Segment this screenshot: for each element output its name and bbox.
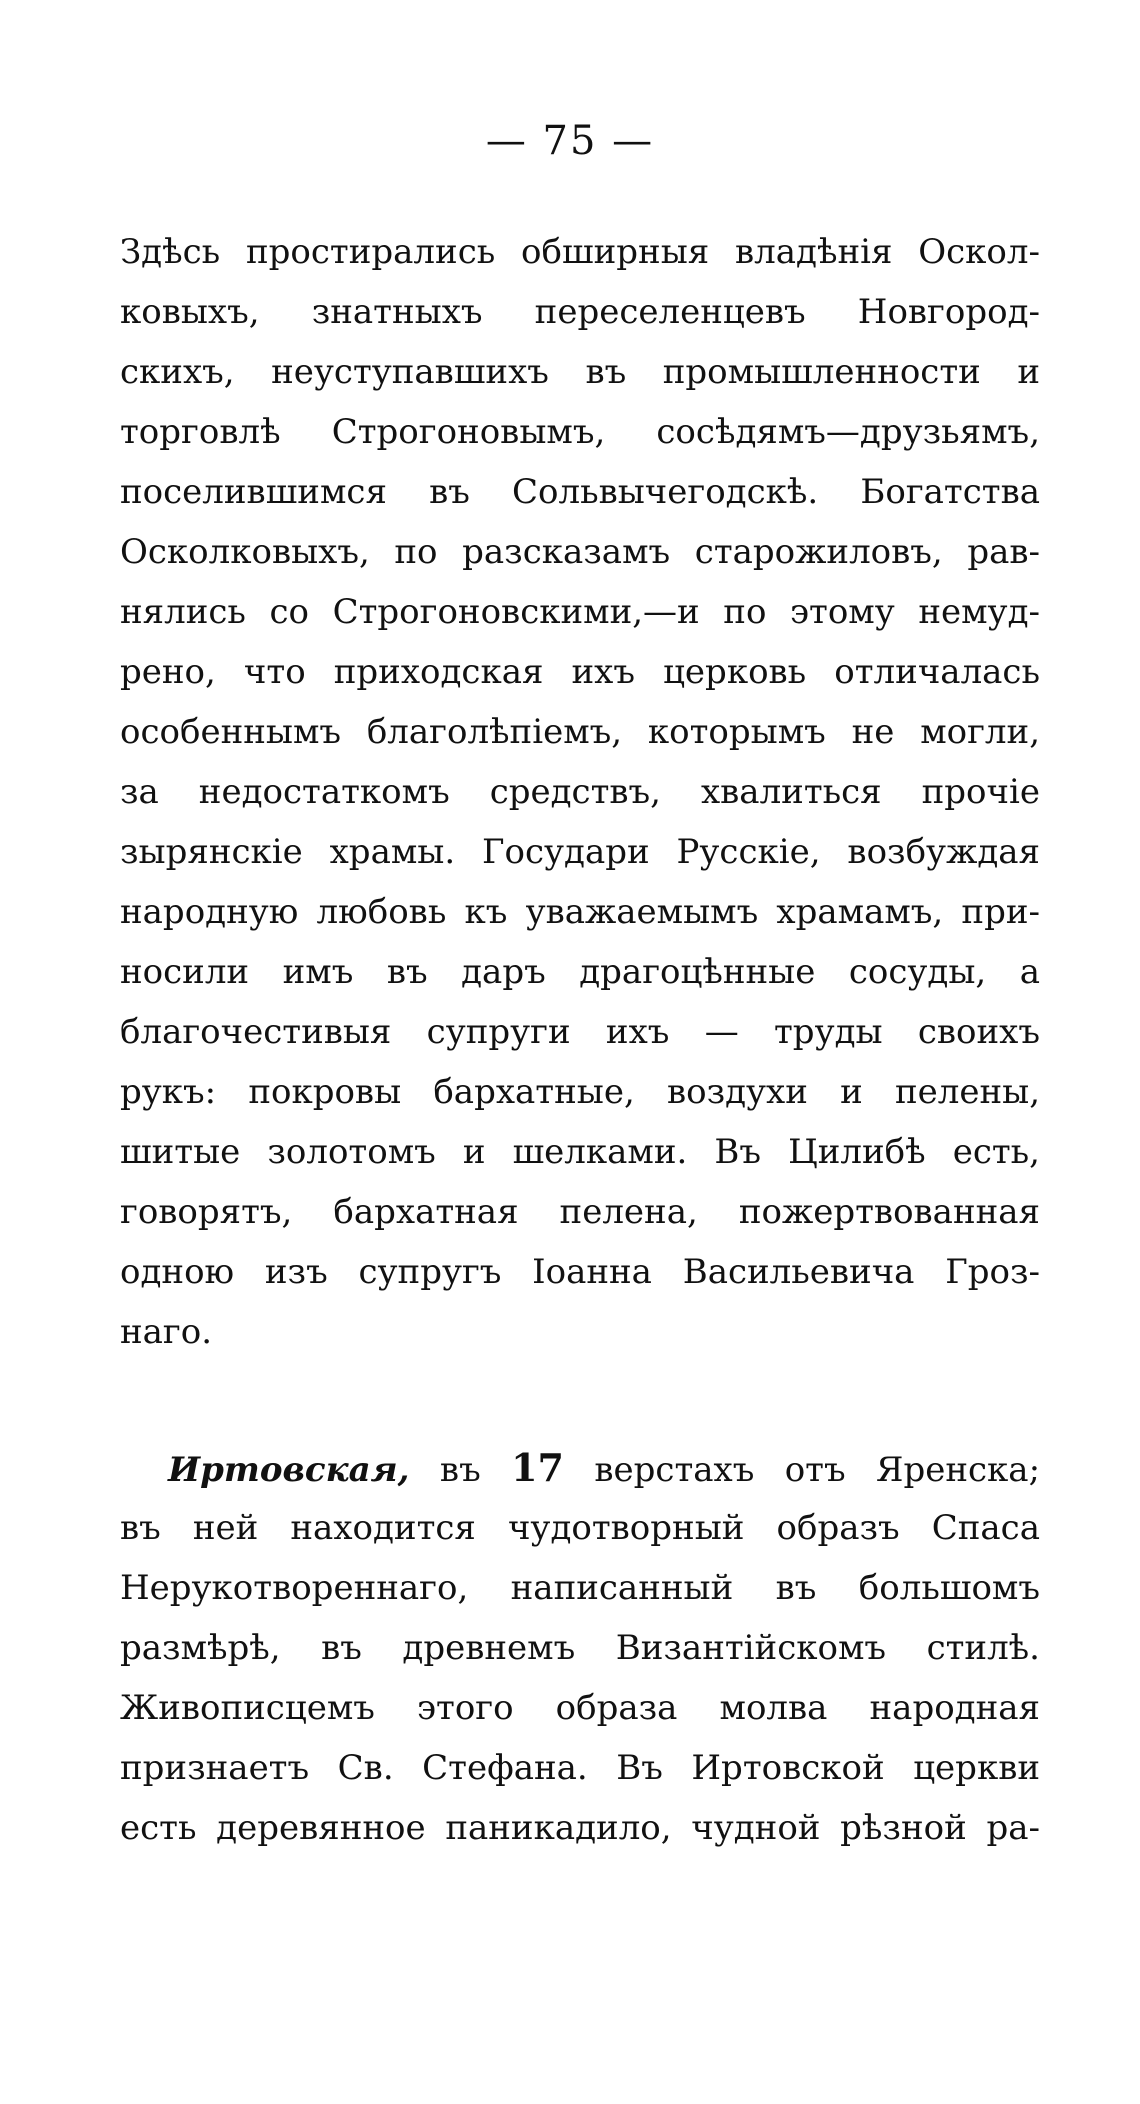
distance-number: 17 [511,1445,564,1490]
text-line-first [120,1438,1040,1498]
text-line: рукъ: покровы бархатные, воздухи и пелены, [120,1072,1040,1112]
text-line: Живописцемъ этого образа молва народная [120,1688,1040,1728]
text-line: нялись со Строгоновскими,—и по этому немуд- [120,592,1040,632]
text-line: Осколковыхъ, по разсказамъ старожиловъ, рав- [120,532,1040,572]
text-fragment: въ [439,1450,481,1490]
text-line: Здѣсь простирались обширныя владѣнія Оскол- [120,232,1040,272]
text-line: размѣрѣ, въ древнемъ Византійскомъ стилѣ. [120,1628,1040,1668]
paragraph-osolkovy [120,222,1040,1362]
text-fragment: верстахъ отъ Яренска; [594,1450,1041,1490]
text-line: Нерукотвореннаго, написанный въ большомъ [120,1568,1040,1608]
text-line: одною изъ супругъ Іоанна Васильевича Гроз- [120,1252,1040,1292]
text-line: ковыхъ, знатныхъ переселенцевъ Новгород- [120,292,1040,332]
text-line: наго. [120,1312,213,1352]
text-line: особеннымъ благолѣпіемъ, которымъ не могли, [120,712,1040,752]
text-line: благочестивыя супруги ихъ — труды своихъ [120,1012,1040,1052]
text-line: есть деревянное паникадило, чудной рѣзной ра- [120,1808,1040,1848]
text-line: скихъ, неуступавшихъ въ промышленности и [120,352,1040,392]
text-line: признаетъ Св. Стефана. Въ Иртовской церкви [120,1748,1040,1788]
text-line: рено, что приходская ихъ церковь отличалась [120,652,1040,692]
text-line: торговлѣ Строгоновымъ, сосѣдямъ—друзьямъ, [120,412,1040,452]
text-line: народную любовь къ уважаемымъ храмамъ, при- [120,892,1040,932]
text-line: поселившимся въ Сольвычегодскѣ. Богатства [120,472,1040,512]
page-number: — 75 — [485,118,655,164]
text-line: шитые золотомъ и шелками. Въ Цилибѣ есть, [120,1132,1040,1172]
text-line: носили имъ въ даръ драгоцѣнные сосуды, а [120,952,1040,992]
text-line: за недостаткомъ средствъ, хвалиться прочіе [120,772,1040,812]
paragraph-irtovskaya [120,1438,1040,1858]
text-line: говорятъ, бархатная пелена, пожертвованная [120,1192,1040,1232]
text-line: зырянскіе храмы. Государи Русскіе, возбуждая [120,832,1040,872]
text-line: въ ней находится чудотворный образъ Спаса [120,1508,1040,1548]
church-name: Иртовская, [168,1450,410,1490]
